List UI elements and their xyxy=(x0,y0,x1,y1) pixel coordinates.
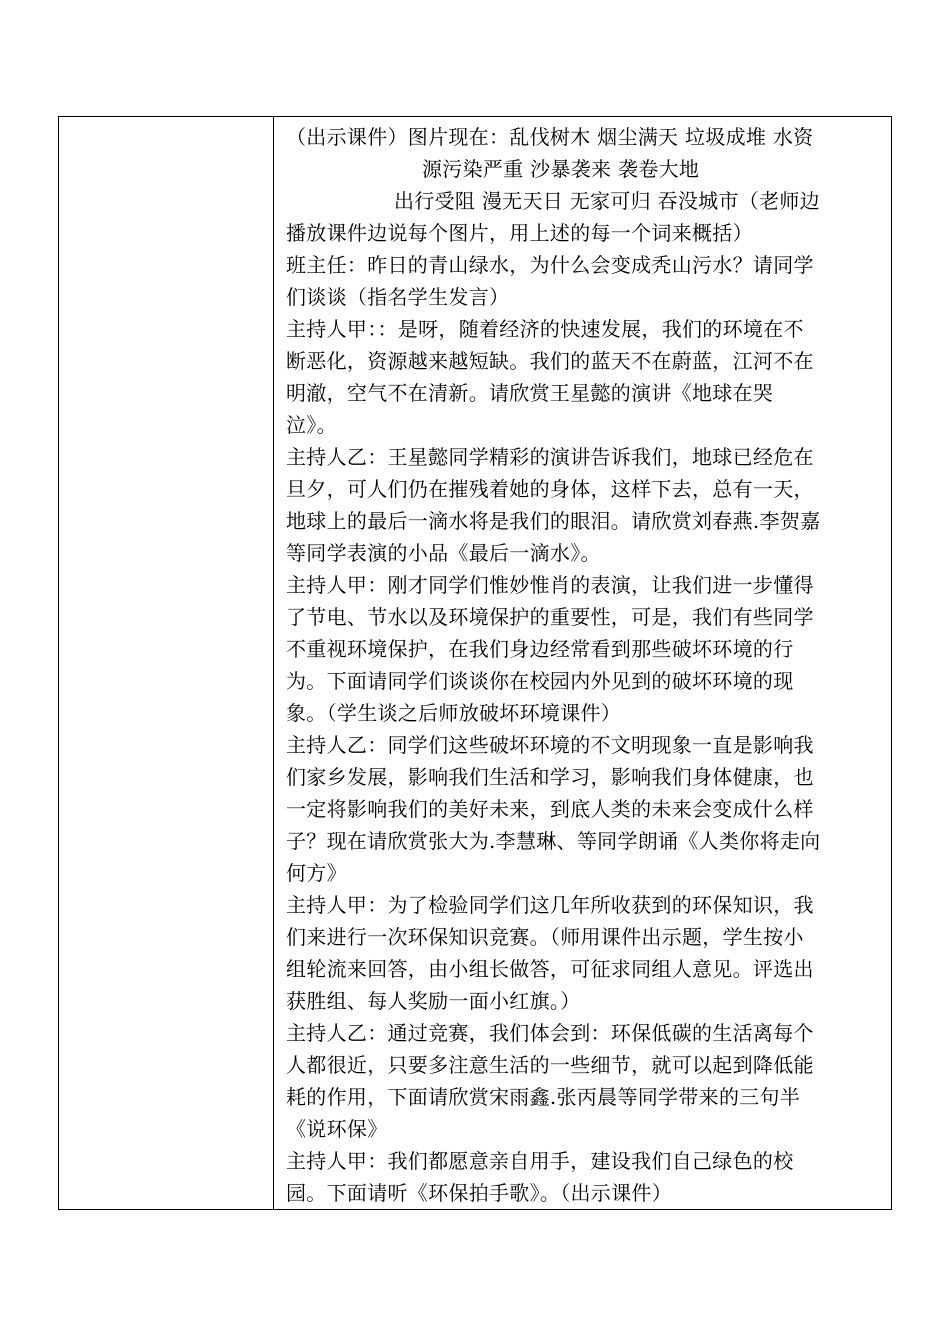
text-line: 不重视环境保护，在我们身边经常看到那些破坏环境的行 xyxy=(286,637,794,661)
text-line: 主持人乙：王星懿同学精彩的演讲告诉我们，地球已经危在 xyxy=(286,445,814,469)
text-line: 出行受阻 漫无天日 无家可归 吞没城市（老师边 xyxy=(394,189,820,213)
text-line: 旦夕，可人们仍在摧残着她的身体，这样下去，总有一天， xyxy=(286,477,814,501)
text-line: 象。（学生谈之后师放破坏环境课件） xyxy=(286,701,622,725)
text-line: 主持人乙：同学们这些破坏环境的不文明现象一直是影响我 xyxy=(286,733,814,757)
text-line: 子？现在请欣赏张大为.李慧琳、等同学朗诵《人类你将走向 xyxy=(286,829,821,853)
text-line: 主持人乙：通过竞赛，我们体会到：环保低碳的生活离每个 xyxy=(286,1021,814,1045)
text-line: 为。下面请同学们谈谈你在校园内外见到的破坏环境的现 xyxy=(286,669,794,693)
text-line: 何方》 xyxy=(286,861,347,885)
text-line: 们谈谈（指名学生发言） xyxy=(286,285,510,309)
text-line: 组轮流来回答，由小组长做答，可征求同组人意见。评选出 xyxy=(286,957,814,981)
text-line: 地球上的最后一滴水将是我们的眼泪。请欣赏刘春燕.李贺嘉 xyxy=(286,509,821,533)
text-line: 播放课件边说每个图片，用上述的每一个词来概括） xyxy=(286,221,753,245)
text-line: 耗的作用，下面请欣赏宋雨鑫.张丙晨等同学带来的三句半 xyxy=(286,1085,801,1109)
content-cell xyxy=(274,117,892,1210)
text-line: 班主任：昨日的青山绿水，为什么会变成秃山污水？请同学 xyxy=(286,253,814,277)
text-line: 主持人甲：刚才同学们惟妙惟肖的表演，让我们进一步懂得 xyxy=(286,573,814,597)
text-line: 《说环保》 xyxy=(286,1117,388,1141)
text-line: 主持人甲：：是呀，随着经济的快速发展，我们的环境在不 xyxy=(286,317,804,341)
lesson-content xyxy=(274,117,891,1209)
text-line: 等同学表演的小品《最后一滴水》。 xyxy=(286,541,601,565)
text-line: 们来进行一次环保知识竞赛。（师用课件出示题，学生按小 xyxy=(286,925,804,949)
text-line: 获胜组、每人奖励一面小红旗。） xyxy=(286,989,581,1013)
text-line: 明澈，空气不在清新。请欣赏王星懿的演讲《地球在哭 xyxy=(286,381,774,405)
left-empty-cell xyxy=(59,117,274,1210)
text-line: 了节电、节水以及环境保护的重要性，可是，我们有些同学 xyxy=(286,605,814,629)
text-line: 园。下面请听《环保拍手歌》。（出示课件） xyxy=(286,1181,672,1205)
table-row xyxy=(59,117,892,1210)
text-line: 泣》。 xyxy=(286,413,337,437)
text-line: 人都很近，只要多注意生活的一些细节，就可以起到降低能 xyxy=(286,1053,814,1077)
text-line: （出示课件）图片现在：乱伐树木 烟尘满天 垃圾成堆 水资 xyxy=(286,125,814,149)
text-line: 主持人甲：为了检验同学们这几年所收获到的环保知识，我 xyxy=(286,893,814,917)
text-line: 断恶化，资源越来越短缺。我们的蓝天不在蔚蓝，江河不在 xyxy=(286,349,814,373)
text-line: 主持人甲：我们都愿意亲自用手，建设我们自己绿色的校 xyxy=(286,1149,794,1173)
text-line: 们家乡发展，影响我们生活和学习，影响我们身体健康，也 xyxy=(286,765,814,789)
lesson-table xyxy=(58,116,892,1210)
text-line: 一定将影响我们的美好未来，到底人类的未来会变成什么样 xyxy=(286,797,814,821)
text-line: 源污染严重 沙暴袭来 袭卷大地 xyxy=(422,157,700,181)
